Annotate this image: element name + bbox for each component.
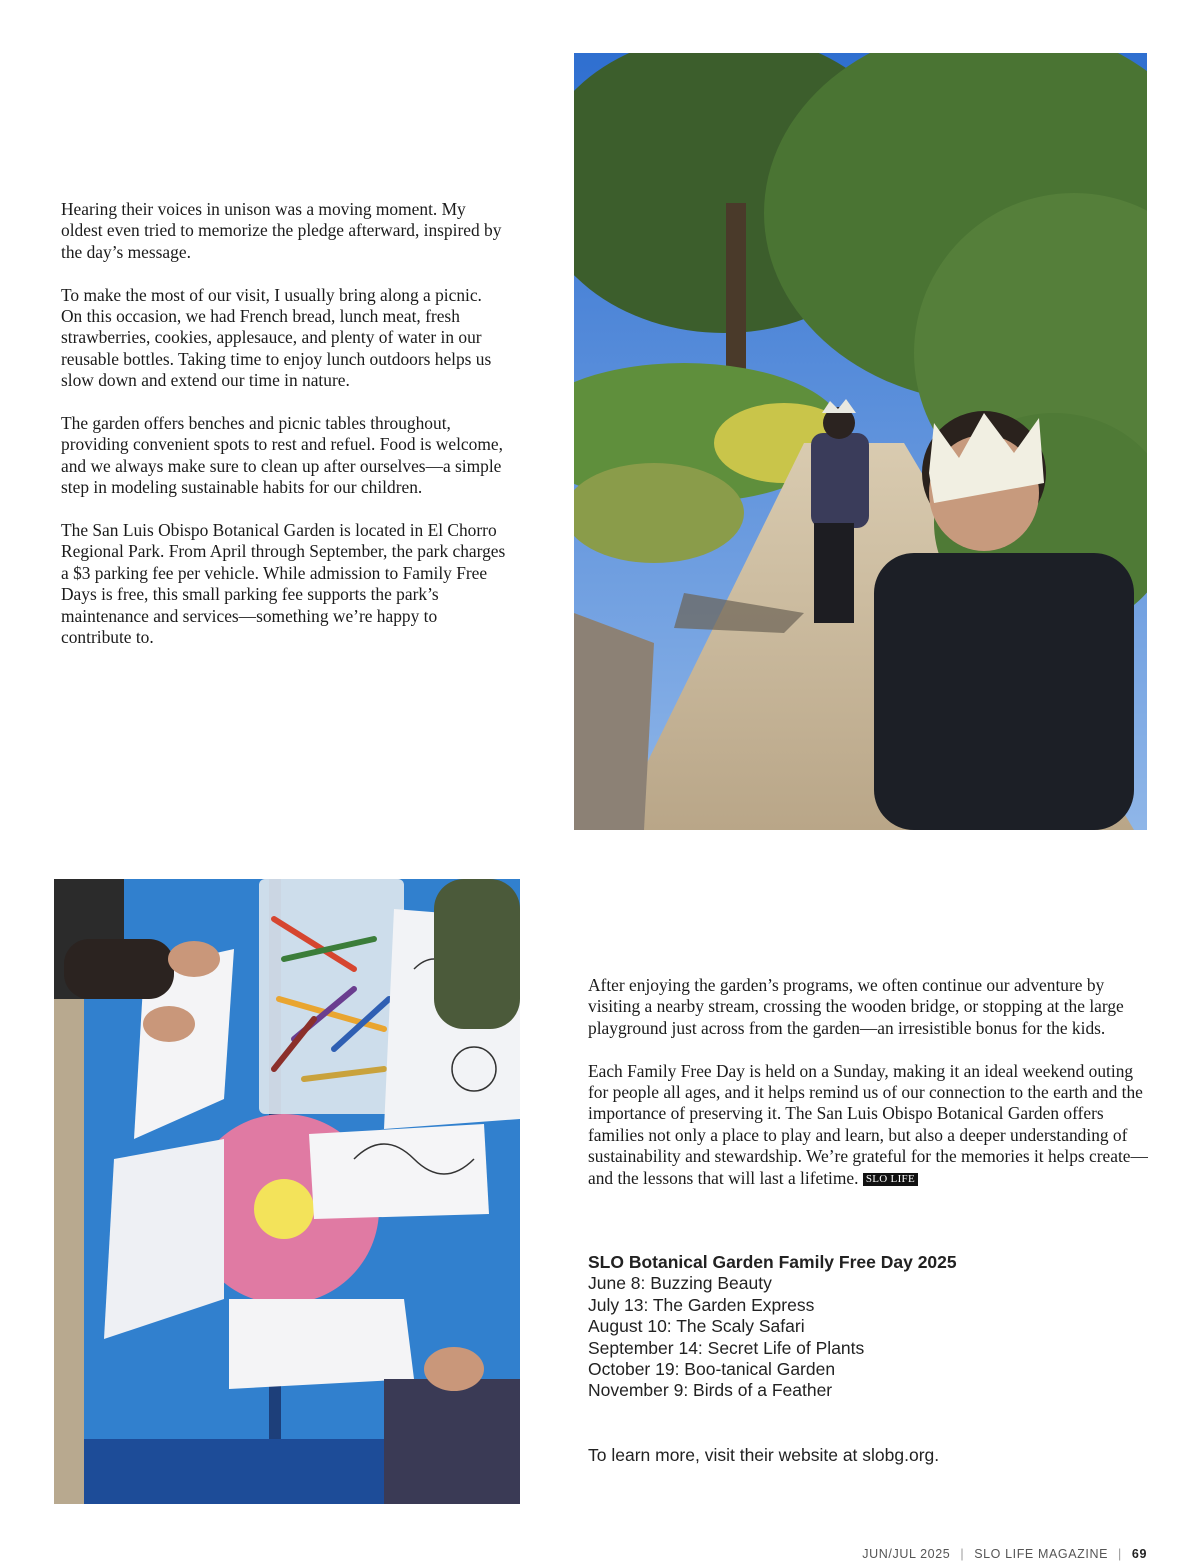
footer-separator: |	[960, 1547, 965, 1561]
garden-path-photo	[574, 53, 1147, 830]
schedule-item: July 13: The Garden Express	[588, 1294, 815, 1315]
end-mark: SLO LIFE	[863, 1173, 918, 1186]
schedule-title: SLO Botanical Garden Family Free Day 2025	[588, 1252, 957, 1272]
schedule-item: October 19: Boo-tanical Garden	[588, 1359, 836, 1380]
schedule-item: June 8: Buzzing Beauty	[588, 1273, 772, 1294]
page-footer	[862, 1547, 1147, 1561]
left-text-column	[61, 199, 506, 670]
footer-separator: |	[1118, 1547, 1122, 1561]
footer-magazine: SLO LIFE MAGAZINE	[974, 1547, 1109, 1561]
page-number: 69	[1131, 1547, 1147, 1561]
paragraph: To make the most of our visit, I usually bring along a picnic. On this occasion, we had French bread, lunch meat, fresh strawberries, cookies, applesauce, and plenty of water in our reusable bottles. Taking time to enjoy lunch outdoors helps us slow down and extend our time in nature.	[61, 284, 492, 391]
crafts-table-photo	[54, 879, 520, 1504]
event-schedule	[588, 1252, 1148, 1402]
paragraph: The San Luis Obispo Botanical Garden is located in El Chorro Regional Park. From April through September, the park charges a $3 parking fee per vehicle. While admission to Family Free Days is free, this small parking fee supports the park’s maintenance and services—something we’re happy to contribute to.	[61, 520, 506, 648]
schedule-item: September 14: Secret Life of Plants	[588, 1337, 865, 1358]
paragraph-final	[588, 1061, 1148, 1189]
paragraph: The garden offers benches and picnic tables throughout, providing convenient spots to rest and refuel. Food is welcome, and we always make sure to clean up after ourselves—a simple step in modeling sustainable habits for our children.	[61, 413, 503, 498]
paragraph-text: Each Family Free Day is held on a Sunday, making it an ideal weekend outing for people all ages, and it helps remind us of our connection to the earth and the importance of preserving it. The San Luis Obispo Botanical Garden offers families not only a place to play and learn, but also a deeper understanding of sustainability and stewardship. We’re grateful for the memories it helps create—and the lessons that will last a lifetime.	[588, 1060, 1148, 1188]
paragraph: After enjoying the garden’s programs, we often continue our adventure by visiting a nearby stream, crossing the wooden bridge, or stopping at the large playground just across from the garden—an irresistible bonus for the kids.	[588, 975, 1124, 1038]
paragraph: Hearing their voices in unison was a moving moment. My oldest even tried to memorize the pledge afterward, inspired by the day’s message.	[61, 199, 502, 262]
schedule-item: November 9: Birds of a Feather	[588, 1380, 833, 1401]
right-text-column	[588, 975, 1148, 1210]
learn-more-text: To learn more, visit their website at slobg.org.	[588, 1445, 940, 1465]
schedule-item: August 10: The Scaly Safari	[588, 1316, 805, 1337]
schedule-list	[588, 1273, 1148, 1401]
footer-issue: JUN/JUL 2025	[862, 1547, 951, 1561]
